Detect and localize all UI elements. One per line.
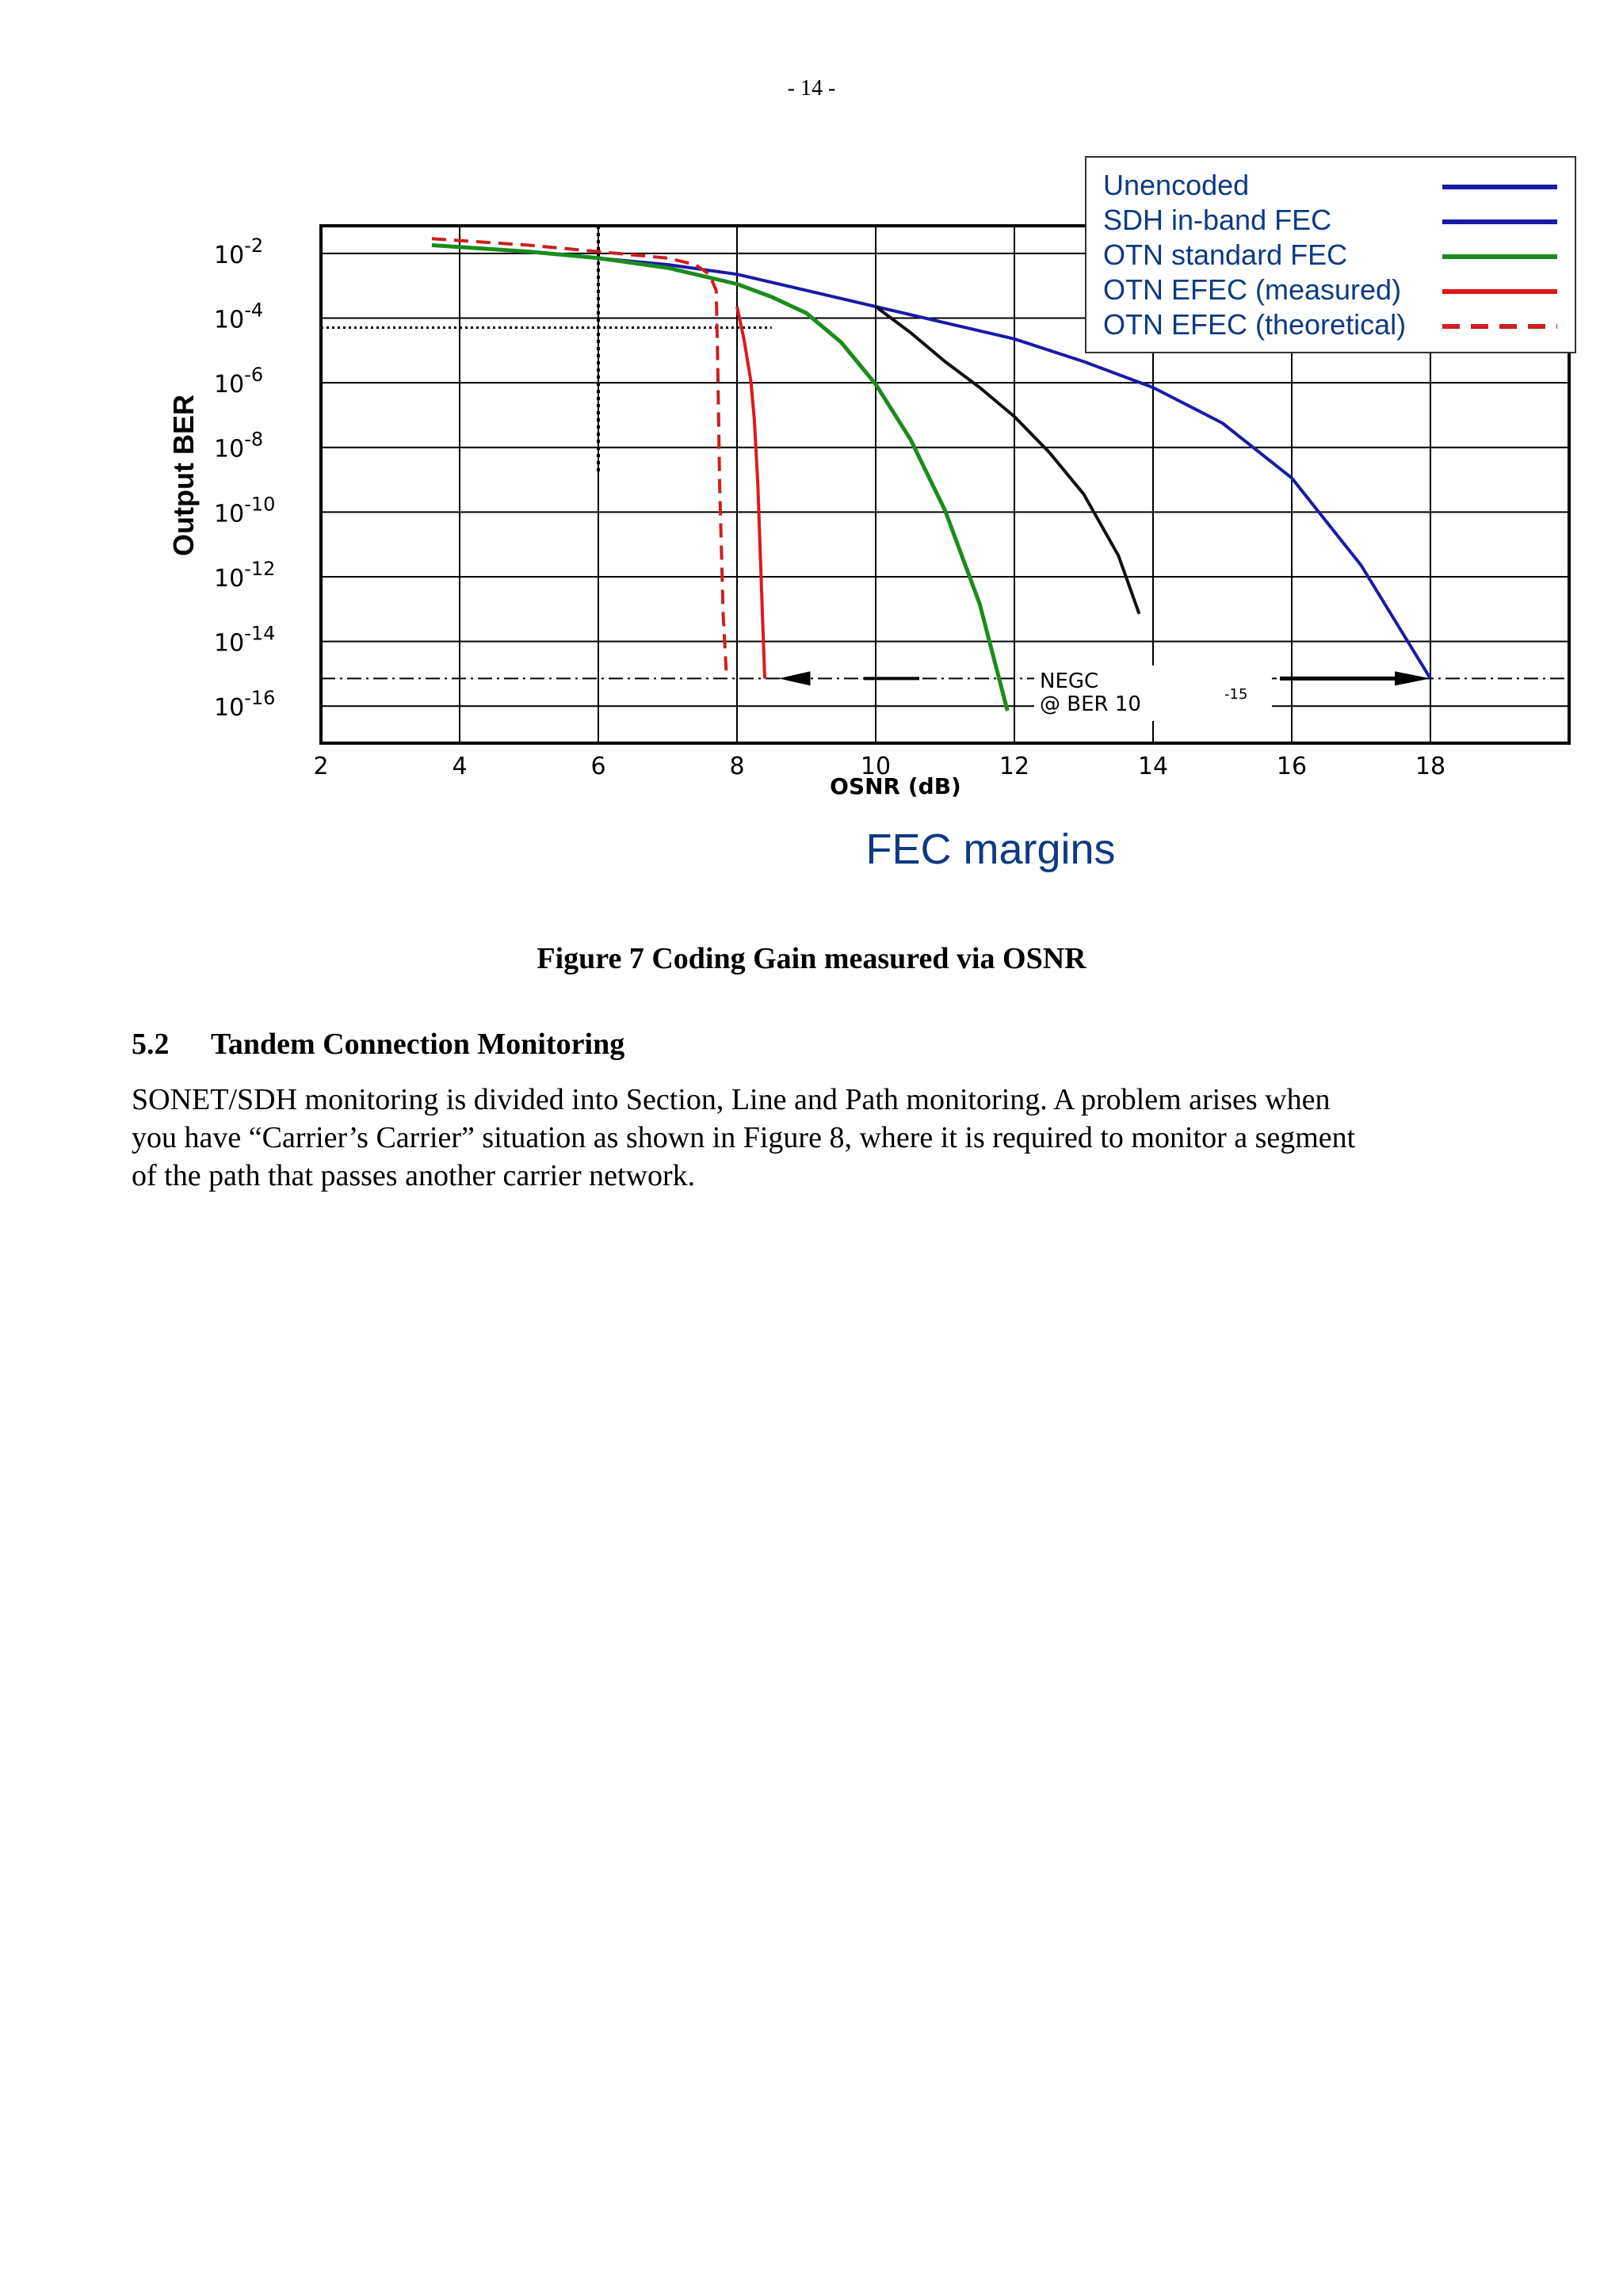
x-tick-label: 6 <box>590 753 606 780</box>
ber-exponent: -15 <box>1224 686 1248 703</box>
section-title: Tandem Connection Monitoring <box>211 1028 625 1061</box>
y-tick-label: $10^{-16}$ <box>214 687 276 723</box>
y-tick-label: $10^{-8}$ <box>214 428 264 463</box>
legend-label: OTN standard FEC <box>1103 238 1348 271</box>
y-tick-label: $10^{-6}$ <box>214 364 264 399</box>
fec-margins-title: FEC margins <box>865 826 1116 873</box>
body-line: of the path that passes another carrier network. <box>132 1159 696 1192</box>
legend-label: OTN EFEC (theoretical) <box>1103 308 1407 341</box>
x-tick-label: 4 <box>452 753 468 780</box>
x-tick-label: 18 <box>1415 753 1446 780</box>
x-tick-label: 14 <box>1137 753 1169 780</box>
y-axis-label: Output BER <box>167 395 200 556</box>
y-tick-label: $10^{-4}$ <box>214 299 264 334</box>
x-axis-label: OSNR (dB) <box>830 773 961 799</box>
section-number: 5.2 <box>132 1028 170 1061</box>
x-tick-label: 2 <box>313 753 329 780</box>
x-tick-label: 8 <box>729 753 745 780</box>
coding-gain-chart <box>0 0 1623 919</box>
y-tick-label: $10^{-12}$ <box>214 557 276 593</box>
x-tick-label: 16 <box>1276 753 1308 780</box>
x-tick-label: 10 <box>860 753 892 780</box>
body-line: SONET/SDH monitoring is divided into Section, Line and Path monitoring. A problem arises when <box>132 1083 1331 1116</box>
chart-legend <box>1086 157 1575 353</box>
legend-label: OTN EFEC (measured) <box>1103 273 1402 306</box>
ber-label: @ BER 10 <box>1040 692 1141 716</box>
section-heading <box>132 1027 624 1062</box>
y-tick-label: $10^{-2}$ <box>214 234 264 269</box>
figure-caption: Figure 7 Coding Gain measured via OSNR <box>537 942 1086 975</box>
negc-label: NEGC <box>1040 669 1099 693</box>
body-line: you have “Carrier’s Carrier” situation as shown in Figure 8, where it is required to monitor a segment <box>132 1121 1356 1154</box>
page-number: - 14 - <box>787 76 836 101</box>
section-body <box>132 1081 1495 1195</box>
y-tick-label: $10^{-14}$ <box>214 622 276 658</box>
x-tick-label: 12 <box>999 753 1030 780</box>
legend-label: Unencoded <box>1103 169 1250 201</box>
y-tick-label: $10^{-10}$ <box>214 493 276 528</box>
legend-label: SDH in-band FEC <box>1103 204 1332 236</box>
y-axis-ticks <box>214 235 275 722</box>
